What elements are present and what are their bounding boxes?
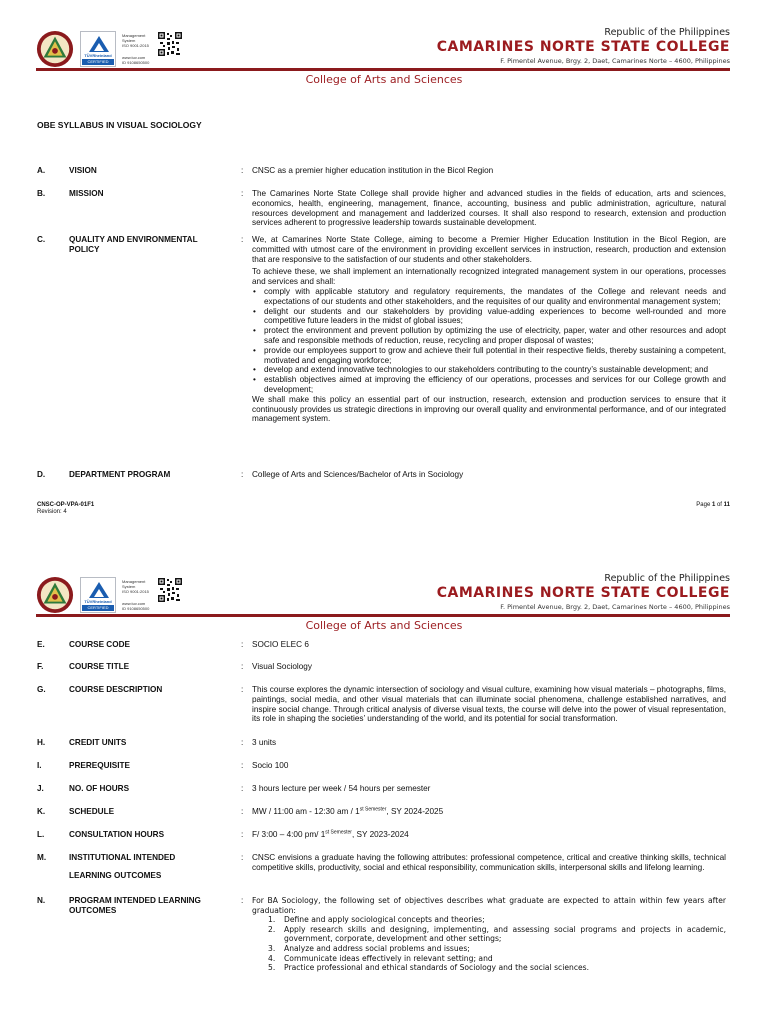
list-item: 5. Practice professional and ethical standards of Sociology and the social sciences. [268,963,590,973]
pilo-list [252,915,726,973]
tuv-certification-logo: TÜVRheinland CERTIFIED [80,577,116,613]
department-program-text: College of Arts and Sciences/Bachelor of Arts in Sociology [252,470,464,479]
list-item: • delight our students and our stakeholders by providing value-adding experiences to become well-rounded and more competitive future leaders in the midst of global issues; [252,307,726,327]
management-system-text: Management System ISO 9001:2015 www.tuv.com ID 9108650500 [122,33,150,65]
policy-achieve: To achieve these, we shall implement an internationally recognized integrated management system in our operations, processes and services and shall: [252,267,726,287]
course-description-text: This course explores the dynamic intersection of sociology and visual culture, examining how visual materials – photographs, films, paintings, social media, and other visual materials that can illuminate social phenomena, challenge established narratives, and inspire social change. Through critical analysis of diverse visual texts, the course will delve into the power of visual representation, its role in shaping the societies’ understanding of the world, and its potential for social transformation. [252,685,726,724]
list-item: • establish objectives aimed at improving the efficiency of our operations, processes and services for our College growth and development; [252,375,726,395]
document-page-2: TÜVRheinland CERTIFIED Management System ISO 9001:2015 www.tuv.com ID 9108650500 Republic of the Philippines CAMARINES NORTE STATE COLLEGE F. Pimentel Avenue, Brgy. 2, Daet, Camarines Norte – 4600, Philippines College of Arts and Sciences E. COURSE CODE : SOCIO ELEC 6 F. COURSE TITLE : Visual Sociology G. COURSE DESCRIPTION : This course explores the dynamic intersection of sociology and visual culture, examining how visual materials – photographs, films, paintings, social media, and other visual materials that can illuminate social phenomena, challenge established narratives, and inspire social change. Through critical analysis of diverse visual texts, the course will delve into the power of visual representation, its role in shaping the societies’ understanding of the world, and its potential for social transformation. H. CREDIT UNITS : 3 units I. PREREQUISITE : Socio 100 J. NO. OF HOURS : 3 hours lecture per week / 54 hours per semester K. SCHEDULE : MW / 11:00 am - 12:30 am / 1st $^{Semester}$, SY 2024-2025 L. CONSULTATION HOURS : F/ 3:00 – 4:00 pm/ $1^{st Semester}$, SY 2023-2024 M. INSTITUTIONAL INTENDED LEARNING OUTCOMES : CNSC envisions a graduate having the following attributes: professional competence, critical and creative thinking skills, technical competitive skills, productivity, social and ethical responsibility, communication skills, interpersonal skills and lifelong learning. N. PROGRAM INTENDED LEARNING OUTCOMES : For BA Sociology, the following set of objectives describes what graduate are expected to attain within few years after graduation: 1. Define and apply sociological concepts and theories; 2. Apply research skills and designing, implementing, and assessing social programs and projects in academic, government, corporate, development and other settings; 3. Analyze and address social problems and issues; 4. Communicate ideas effectively in relevant setting; and 5. Practice professional and ethical standards of Sociology and the social sciences. [0,566,768,1024]
college-address: F. Pimentel Avenue, Brgy. 2, Daet, Camarines Norte – 4600, Philippines [500,603,730,611]
header-divider [36,614,730,617]
college-name: CAMARINES NORTE STATE COLLEGE [436,39,730,55]
page-header [0,546,768,636]
course-title-value: Visual Sociology [252,662,312,671]
republic-label: Republic of the Philippines [604,573,730,584]
college-seal-icon [36,30,74,68]
qr-code-icon [158,32,182,56]
qr-code-icon [158,578,182,602]
list-item: • provide our employees support to grow and achieve their full potential in their respective fields, thereby sustaining a competent, motivated and engaging workforce; [252,346,726,366]
list-item: 4. Communicate ideas effectively in relevant setting; and [268,953,493,963]
credit-units-value: 3 units [252,738,277,747]
college-name: CAMARINES NORTE STATE COLLEGE [436,585,730,601]
prerequisite-value: Socio 100 [252,761,289,770]
consultation-value: F/ 3:00 – 4:00 pm/ $1^{st Semester}$, SY 2023-2024 [252,829,409,839]
document-title: OBE SYLLABUS IN VISUAL SOCIOLOGY [37,120,202,130]
list-item: • protect the environment and prevent pollution by optimizing the use of electricity, paper, water and other resources and adopt safe and responsible methods of reduction, reuse, recycling and proper disposal of wastes; [252,326,726,346]
hours-value: 3 hours lecture per week / 54 hours per semester [252,784,431,793]
college-subtitle: College of Arts and Sciences [305,73,463,86]
course-code-value: SOCIO ELEC 6 [252,640,309,649]
list-item: 1. Define and apply sociological concepts and theories; [268,915,485,925]
page-number: Page 1 of 11 [696,502,730,508]
policy-intro: We, at Camarines Norte State College, aiming to become a Premier Higher Education Institution in the Bicol Region, are committed with utmost care of the environment in providing excellent services in instruction, research, production and extension that are responsive to the satisfaction of our students and other stakeholders. [252,235,726,264]
list-item: • develop and extend innovative technologies to our stakeholders contributing to the country’s sustainable development; and [252,365,726,375]
document-page-1: TÜVRheinland CERTIFIED Management System ISO 9001:2015 www.tuv.com ID 9108650500 Republic of the Philippines CAMARINES NORTE STATE COLLEGE F. Pimentel Avenue, Brgy. 2, Daet, Camarines Norte – 4600, Philippines College of Arts and Sciences OBE SYLLABUS IN VISUAL SOCIOLOGY A. VISION : CNSC as a premier higher education institution in the Bicol Region B. MISSION : The Camarines Norte State College shall provide higher and advanced studies in the fields of education, arts and sciences, economics, health, engineering, management, finance, accounting, business and public administration, agriculture, natural resources development and management and ladderized courses. It shall also respond to research, extension and production services adherent to progressive leadership towards sustainable development. C. QUALITY AND ENVIRONMENTAL POLICY : We, at Camarines Norte State College, aiming to become a Premier Higher Education Institution in the Bicol Region, are committed with utmost care of the environment in providing excellent services in instruction, research, production and extension that are responsive to the satisfaction of our students and other stakeholders. To achieve these, we shall implement an internationally recognized integrated management system in our operations, processes and services and shall: • comply with applicable statutory and regulatory requirements, the mandates of the College and relevant needs and expectations of our students and other stakeholders, and the requisites of our quality and environmental management system; • delight our students and our stakeholders by providing value-adding experiences to become well-rounded and more competitive future leaders in the midst of global issues; • protect the environment and prevent pollution by optimizing the use of electricity, paper, water and other resources and adopt safe and responsible methods of reduction, reuse, recycling and proper disposal of wastes; • provide our employees support to grow and achieve their full potential in their respective fields, thereby sustaining a competent, motivated and engaging workforce; • develop and extend innovative technologies to our stakeholders contributing to the country’s sustainable development; and • establish objectives aimed at improving the efficiency of our operations, processes and services for our College growth and development; We shall make this policy an essential part of our instruction, research, extension and production services to ensure that it continuously provides us strategic directions in improving our overall quality and environmental performance, and of our integrated management system. D. DEPARTMENT PROGRAM : College of Arts and Sciences/Bachelor of Arts in Sociology CNSC-OP-VPA-01F1 Revision: 4 Page 1 of 11 [0,0,768,528]
pilo-content [252,896,726,973]
list-item: 3. Analyze and address social problems and issues; [268,943,470,953]
ilo-text: CNSC envisions a graduate having the following attributes: professional competence, critical and creative thinking skills, technical competitive skills, productivity, social and ethical responsibility, communication skills, interpersonal skills and lifelong learning. [252,853,726,872]
page-header [0,0,768,90]
document-control-code: CNSC-OP-VPA-01F1 Revision: 4 [37,502,95,515]
tuv-certification-logo: TÜVRheinland CERTIFIED [80,31,116,67]
mission-text: The Camarines Norte State College shall provide higher and advanced studies in the fields of education, arts and sciences, economics, health, engineering, management, finance, accounting, business and public administration, agriculture, natural resources development and management and ladderized courses. It shall also respond to research, extension and production services adherent to progressive leadership towards sustainable development. [252,189,726,228]
list-item: • comply with applicable statutory and regulatory requirements, the mandates of the College and relevant needs and expectations of our students and other stakeholders, and the requisites of our quality and environmental management system; [252,287,726,307]
policy-text [252,235,726,424]
policy-bullets [252,287,726,395]
list-item: 2. Apply research skills and designing, implementing, and assessing social programs and projects in academic, government, corporate, development and other settings; [268,924,726,944]
vision-text: CNSC as a premier higher education institution in the Bicol Region [252,166,494,175]
header-divider [36,68,730,71]
pilo-intro: For BA Sociology, the following set of objectives describes what graduate are expected to attain within few years after graduation: [252,896,726,915]
policy-closing: We shall make this policy an essential part of our instruction, research, extension and production services to ensure that it continuously provides us strategic directions in improving our overall quality and environmental performance, and of our integrated management system. [252,394,726,424]
schedule-value: MW / 11:00 am - 12:30 am / 1st $^{Semester}$, SY 2024-2025 [252,806,444,816]
management-system-text: Management System ISO 9001:2015 www.tuv.com ID 9108650500 [122,579,150,611]
college-subtitle: College of Arts and Sciences [305,619,463,632]
college-address: F. Pimentel Avenue, Brgy. 2, Daet, Camarines Norte – 4600, Philippines [500,57,730,65]
republic-label: Republic of the Philippines [604,27,730,38]
college-seal-icon [36,576,74,614]
